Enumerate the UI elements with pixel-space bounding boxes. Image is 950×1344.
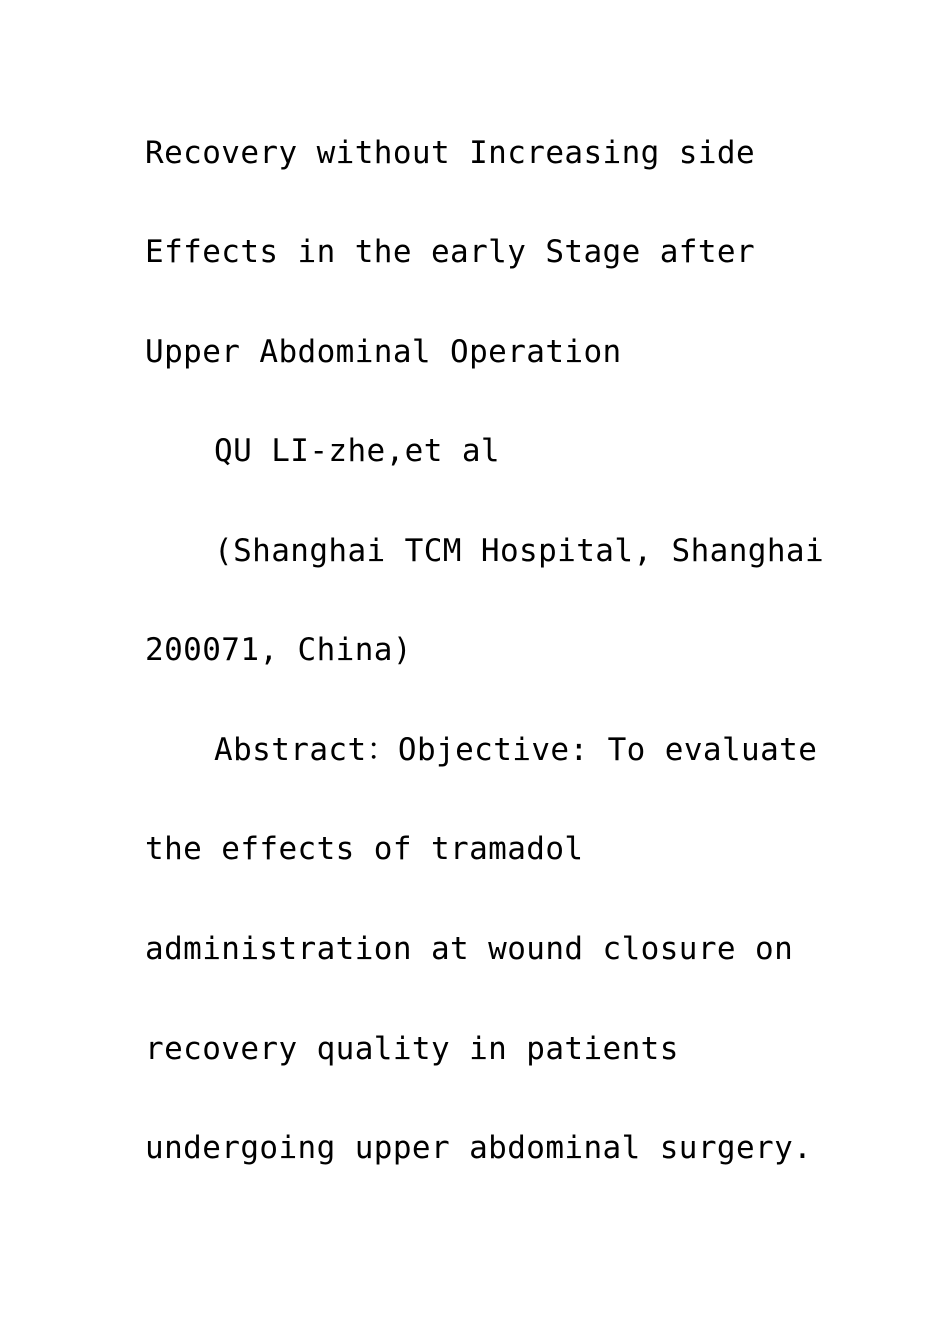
abstract-line-2: the effects of tramadol xyxy=(145,831,584,867)
title-line-3: Upper Abdominal Operation xyxy=(145,334,622,370)
abstract-line-5: undergoing upper abdominal surgery. xyxy=(145,1130,813,1166)
abstract-line-4: recovery quality in patients xyxy=(145,1031,679,1067)
affiliation-line-1: (Shanghai TCM Hospital, Shanghai xyxy=(214,533,825,569)
affiliation-line-2: 200071, China) xyxy=(145,632,412,668)
authors: QU LI-zhe,et al xyxy=(214,433,500,469)
abstract-line-1: Abstract：Objective: To evaluate xyxy=(214,732,818,768)
title-line-2: Effects in the early Stage after xyxy=(145,234,756,270)
title-line-1: Recovery without Increasing side xyxy=(145,135,756,171)
abstract-line-3: administration at wound closure on xyxy=(145,931,794,967)
